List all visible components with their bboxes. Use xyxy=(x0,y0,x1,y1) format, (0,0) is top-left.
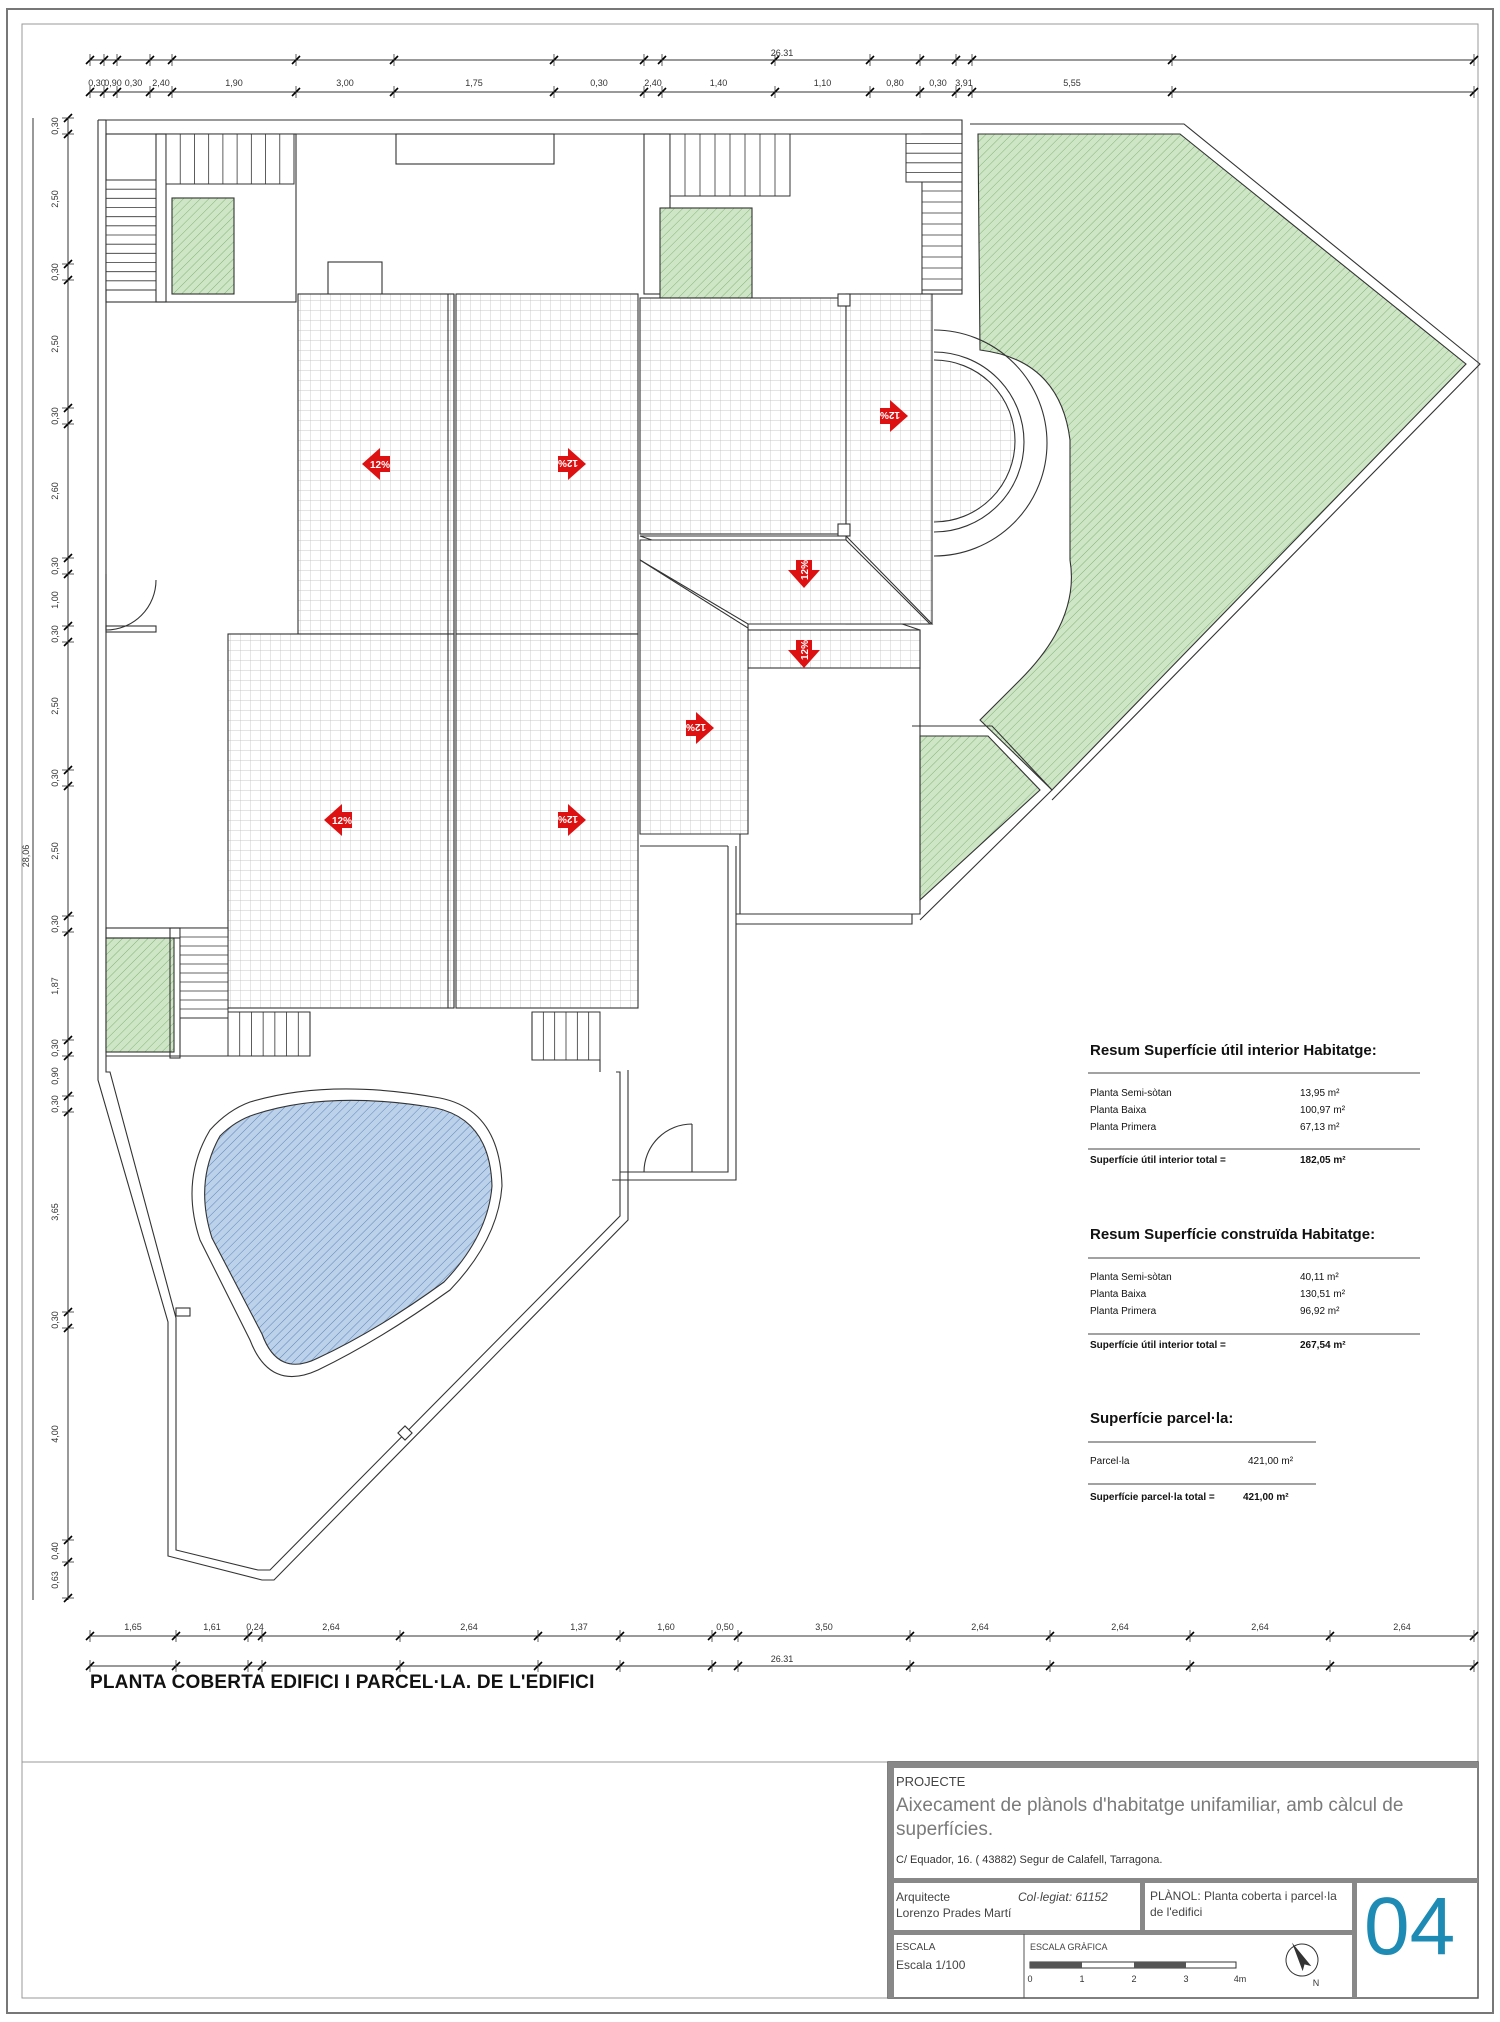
north-label: N xyxy=(1312,1978,1320,1988)
planter-bottomleft xyxy=(106,938,174,1052)
left-dimension-label: 0,30 xyxy=(50,625,60,643)
top-dimension-label: 1,40 xyxy=(709,78,728,88)
summary-util-row-value: 13,95 m² xyxy=(1300,1088,1340,1099)
summary-built-row-value: 96,92 m² xyxy=(1300,1306,1340,1317)
summary-util-row-label: Planta Primera xyxy=(1090,1122,1157,1133)
slope-label: 12% xyxy=(557,457,579,468)
architect-number: Col·legiat: 61152 xyxy=(1018,1890,1108,1904)
bottom-dimension-label: 1,37 xyxy=(570,1622,588,1632)
top-dimension-label: 0,30 xyxy=(929,78,947,88)
left-dimension-chain xyxy=(33,114,74,1602)
summary-built-row-label: Planta Semi-sòtan xyxy=(1090,1272,1172,1283)
bottom-total-dimension: 26.31 xyxy=(770,1654,794,1664)
top-dimension-label: 5,55 xyxy=(1063,78,1081,88)
summary-built-row-value: 40,11 m² xyxy=(1300,1272,1339,1283)
top-total-dimension: 26.31 xyxy=(770,48,794,58)
summary-plot-total-label: Superfície parcel·la total = xyxy=(1090,1492,1215,1503)
architect-label: Arquitecte xyxy=(896,1890,951,1904)
garden-triangle xyxy=(978,134,1466,790)
left-dimension-label: 3,65 xyxy=(50,1203,60,1221)
project-title: Aixecament de plànols d'habitatge unifamiliar, amb càlcul de superfícies. xyxy=(896,1795,1404,1840)
summary-plot-row-value: 421,00 m² xyxy=(1248,1456,1294,1467)
left-dimension-label: 1,00 xyxy=(50,591,60,609)
planter-topleft xyxy=(172,198,234,294)
left-dimension-label: 0,30 xyxy=(50,915,60,933)
scale-tick-3: 3 xyxy=(1183,1974,1189,1984)
bottom-dimension-label: 2,64 xyxy=(322,1622,340,1632)
left-dimension-label: 0,30 xyxy=(50,557,60,575)
bottom-dimension-label: 2,64 xyxy=(1251,1622,1269,1632)
top-dimension-label: 0,90 xyxy=(104,78,122,88)
architect-name: Lorenzo Prades Martí xyxy=(896,1906,1012,1920)
north-arrow-icon xyxy=(1278,1935,1324,1982)
bottom-dimension-label: 1,65 xyxy=(124,1622,142,1632)
left-dimension-label: 2,50 xyxy=(50,697,60,715)
left-dimension-label: 2,50 xyxy=(50,335,60,353)
left-dimension-label: 0,30 xyxy=(50,117,60,135)
left-dimension-label: 0,30 xyxy=(50,1039,60,1057)
summary-util-row-label: Planta Baixa xyxy=(1090,1105,1147,1116)
bottom-dimension-label: 3,50 xyxy=(815,1622,833,1632)
door-left xyxy=(106,574,156,630)
slope-label: 12% xyxy=(879,409,901,420)
slope-label: 12% xyxy=(685,721,707,732)
summary-built-total-value: 267,54 m² xyxy=(1300,1340,1346,1351)
summary-plot-row-label: Parcel·la xyxy=(1090,1456,1130,1467)
top-wall xyxy=(98,120,962,134)
summary-util-row-label: Planta Semi-sòtan xyxy=(1090,1088,1172,1099)
plan-label: PLÀNOL: Planta coberta i parcel·la de l'edifici xyxy=(1150,1889,1337,1919)
slope-label: 12% xyxy=(800,639,811,661)
top-dimension-label: 0,30 xyxy=(88,78,106,88)
top-dimension-label: 3,91 xyxy=(955,78,973,88)
top-dimension-label: 1,90 xyxy=(225,78,243,88)
slope-label: 12% xyxy=(800,559,811,581)
scale-tick-1: 1 xyxy=(1079,1974,1085,1984)
bottom-dimension-chain xyxy=(86,1622,1478,1672)
summary-plot-total-value: 421,00 m² xyxy=(1243,1492,1289,1503)
roof-slab-e xyxy=(640,298,846,534)
summary-util-heading: Resum Superfície útil interior Habitatge: xyxy=(1090,1042,1377,1059)
top-dimension-label: 3,00 xyxy=(336,78,354,88)
summary-util-total-value: 182,05 m² xyxy=(1300,1155,1346,1166)
roof-slab-h xyxy=(748,630,920,668)
bottom-dimension-label: 2,64 xyxy=(971,1622,989,1632)
top-dimension-label: 0,80 xyxy=(886,78,904,88)
top-dimension-label: 1,75 xyxy=(465,78,483,88)
summary-util-total-label: Superfície útil interior total = xyxy=(1090,1155,1226,1166)
bottom-dimension-label: 0,24 xyxy=(246,1622,264,1632)
door-right xyxy=(644,1124,692,1172)
graphic-scale-label: ESCALA GRÀFICA xyxy=(1030,1942,1108,1952)
left-dimension-label: 0,40 xyxy=(50,1542,60,1560)
scale-tick-2: 2 xyxy=(1131,1974,1137,1984)
summary-built-row-value: 130,51 m² xyxy=(1300,1289,1346,1300)
slope-label: 12% xyxy=(369,460,391,471)
top-dimension-label: 1,10 xyxy=(813,78,832,88)
scale-tick-0: 0 xyxy=(1027,1974,1033,1984)
left-dimension-label: 0,30 xyxy=(50,263,60,281)
left-total-dimension: 28,06 xyxy=(21,844,31,868)
bottom-dimension-label: 2,64 xyxy=(1111,1622,1129,1632)
summary-built-row-label: Planta Baixa xyxy=(1090,1289,1147,1300)
roof-slab-d xyxy=(456,634,638,1008)
left-dimension-label: 2,60 xyxy=(50,482,60,500)
summary-util-row-value: 100,97 m² xyxy=(1300,1105,1346,1116)
top-dimension-chain xyxy=(86,54,1478,98)
summary-built-row-label: Planta Primera xyxy=(1090,1306,1157,1317)
left-dimension-label: 0,30 xyxy=(50,769,60,787)
left-dimension-label: 0,30 xyxy=(50,1311,60,1329)
left-dimension-label: 0,30 xyxy=(50,407,60,425)
sheet-number: 04 xyxy=(1364,1881,1456,1972)
scale-value: Escala 1/100 xyxy=(896,1958,966,1972)
graphic-scale-bar xyxy=(1030,1962,1236,1968)
scale-tick-4: 4m xyxy=(1233,1974,1247,1984)
summary-util-row-value: 67,13 m² xyxy=(1300,1122,1340,1133)
bottom-dimension-label: 1,60 xyxy=(657,1622,675,1632)
summary-plot-heading: Superfície parcel·la: xyxy=(1090,1410,1234,1427)
top-dimension-label: 2,40 xyxy=(644,78,662,88)
left-dimension-label: 0,63 xyxy=(50,1571,60,1589)
left-dimension-label: 4,00 xyxy=(50,1425,60,1443)
slope-label: 12% xyxy=(557,813,579,824)
bottom-dimension-label: 0,50 xyxy=(716,1622,734,1632)
top-dimension-label: 0,30 xyxy=(590,78,608,88)
plan-title: PLANTA COBERTA EDIFICI I PARCEL·LA. DE L'EDIFICI xyxy=(90,1672,595,1693)
left-dimension-label: 2,50 xyxy=(50,842,60,860)
slope-label: 12% xyxy=(331,816,353,827)
project-label: PROJECTE xyxy=(896,1774,966,1789)
scale-label: ESCALA xyxy=(896,1942,936,1953)
summary-built-total-label: Superfície útil interior total = xyxy=(1090,1340,1226,1351)
left-dimension-label: 1,87 xyxy=(50,977,60,995)
planter-topmiddle xyxy=(660,208,752,298)
roof-plan xyxy=(98,120,1480,1580)
summary-built-heading: Resum Superfície construïda Habitatge: xyxy=(1090,1226,1376,1243)
top-dimension-label: 0,30 xyxy=(124,78,143,88)
top-dimension-label: 2,40 xyxy=(152,78,170,88)
left-dimension-label: 0,30 xyxy=(50,1095,60,1113)
roof-slab-b xyxy=(456,294,638,634)
project-address: C/ Equador, 16. ( 43882) Segur de Calafell, Tarragona. xyxy=(896,1854,1163,1866)
bottom-dimension-label: 2,64 xyxy=(460,1622,478,1632)
left-dimension-label: 2,50 xyxy=(50,190,60,208)
left-dimension-label: 0,90 xyxy=(50,1067,60,1085)
bottom-dimension-label: 2,64 xyxy=(1393,1622,1411,1632)
bottom-dimension-label: 1,61 xyxy=(203,1622,221,1632)
